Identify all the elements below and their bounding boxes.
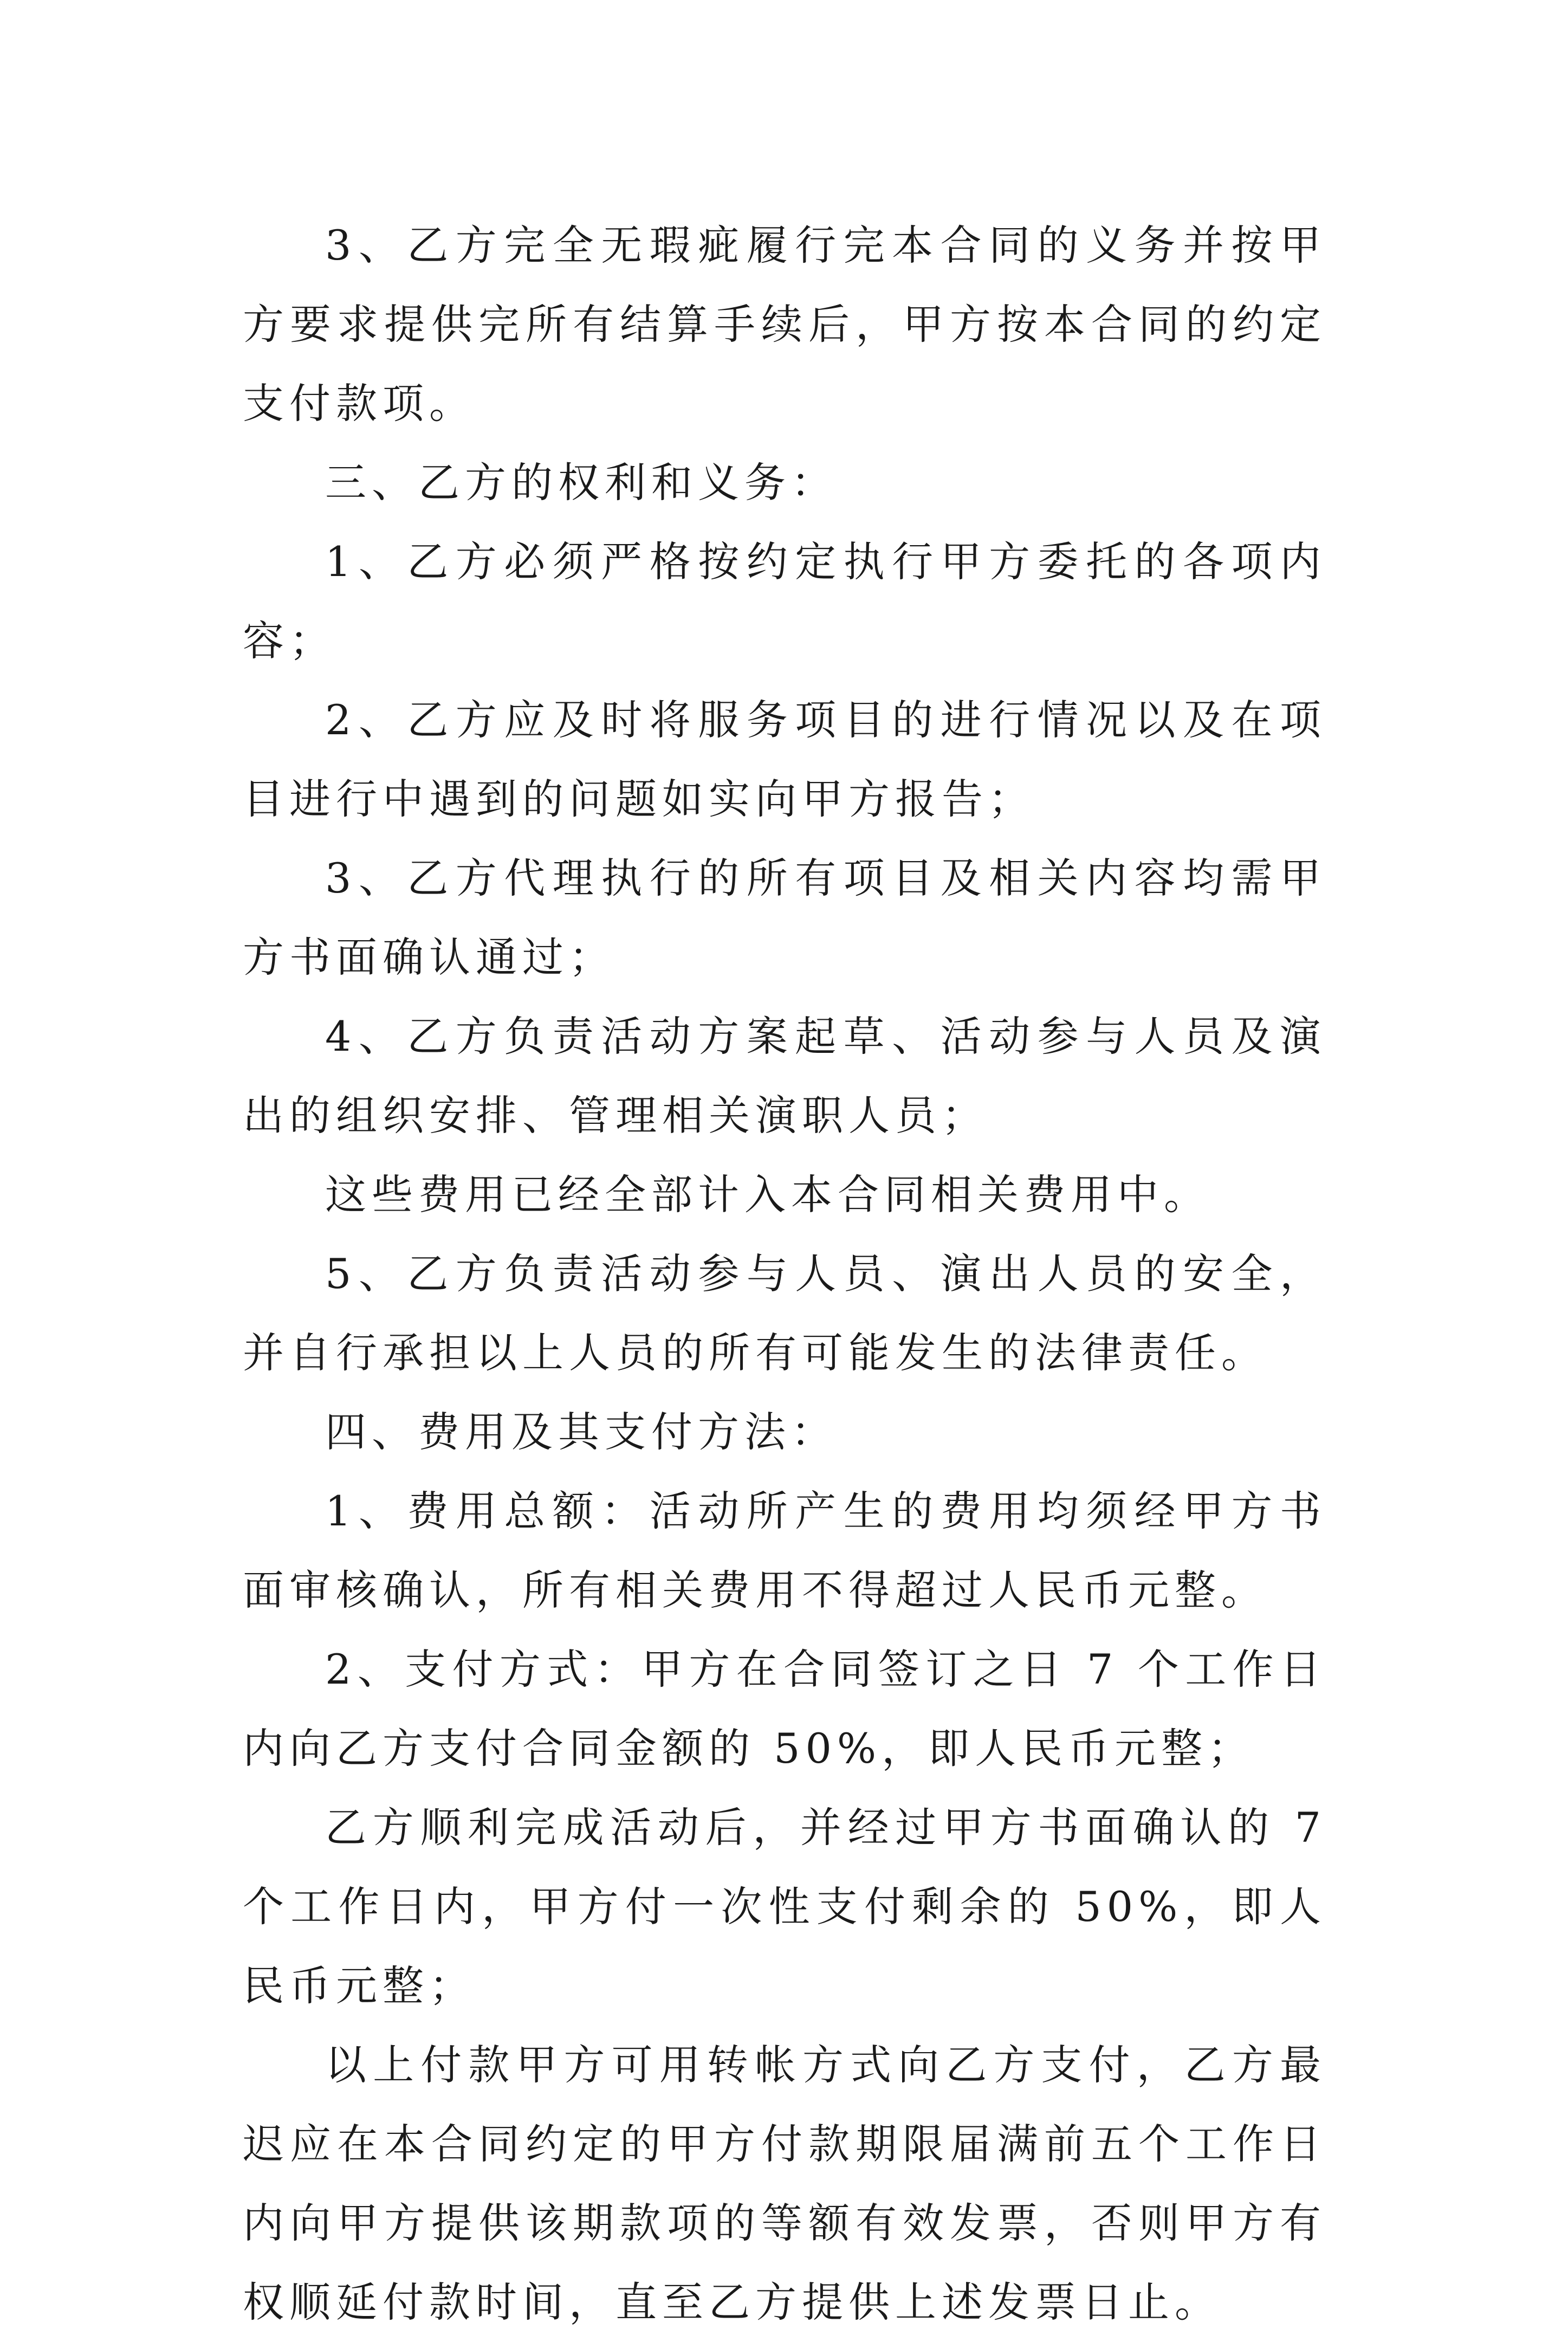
- paragraph-clause-4-2: 2、支付方式：甲方在合同签订之日 7 个工作日内向乙方支付合同金额的 50%，即人民币元整；: [243, 1645, 1326, 1772]
- paragraph-clause-4-1: 1、费用总额：活动所产生的费用均须经甲方书面审核确认，所有相关费用不得超过人民币元整。: [243, 1487, 1326, 1614]
- paragraph-clause-3-2: 2、乙方应及时将服务项目的进行情况以及在项目进行中遇到的问题如实向甲方报告；: [243, 696, 1326, 823]
- paragraph-clause-3-1: 1、乙方必须严格按约定执行甲方委托的各项内容；: [243, 538, 1326, 665]
- paragraph-fees-note: 这些费用已经全部计入本合同相关费用中。: [325, 1170, 1210, 1219]
- paragraph-clause-2-3: 3、乙方完全无瑕疵履行完本合同的义务并按甲方要求提供完所有结算手续后，甲方按本合同的约定支付款项。: [243, 221, 1326, 428]
- section-heading-3: 三、乙方的权利和义务：: [325, 458, 838, 507]
- section-heading-4: 四、费用及其支付方法：: [325, 1408, 838, 1456]
- paragraph-clause-3-5: 5、乙方负责活动参与人员、演出人员的安全，并自行承担以上人员的所有可能发生的法律责任。: [243, 1250, 1326, 1377]
- paragraph-clause-3-4: 4、乙方负责活动方案起草、活动参与人员及演出的组织安排、管理相关演职人员；: [243, 1012, 1326, 1140]
- paragraph-invoice-terms: 以上付款甲方可用转帐方式向乙方支付，乙方最迟应在本合同约定的甲方付款期限届满前五个工作日内向甲方提供该期款项的等额有效发票，否则甲方有权顺延付款时间，直至乙方提供上述发票日止。: [243, 2041, 1326, 2326]
- paragraph-final-payment: 乙方顺利完成活动后，并经过甲方书面确认的 7 个工作日内，甲方付一次性支付剩余的 50%，即人民币元整；: [243, 1803, 1326, 2010]
- document-page: [243, 206, 1326, 2342]
- paragraph-clause-3-3: 3、乙方代理执行的所有项目及相关内容均需甲方书面确认通过；: [243, 854, 1326, 981]
